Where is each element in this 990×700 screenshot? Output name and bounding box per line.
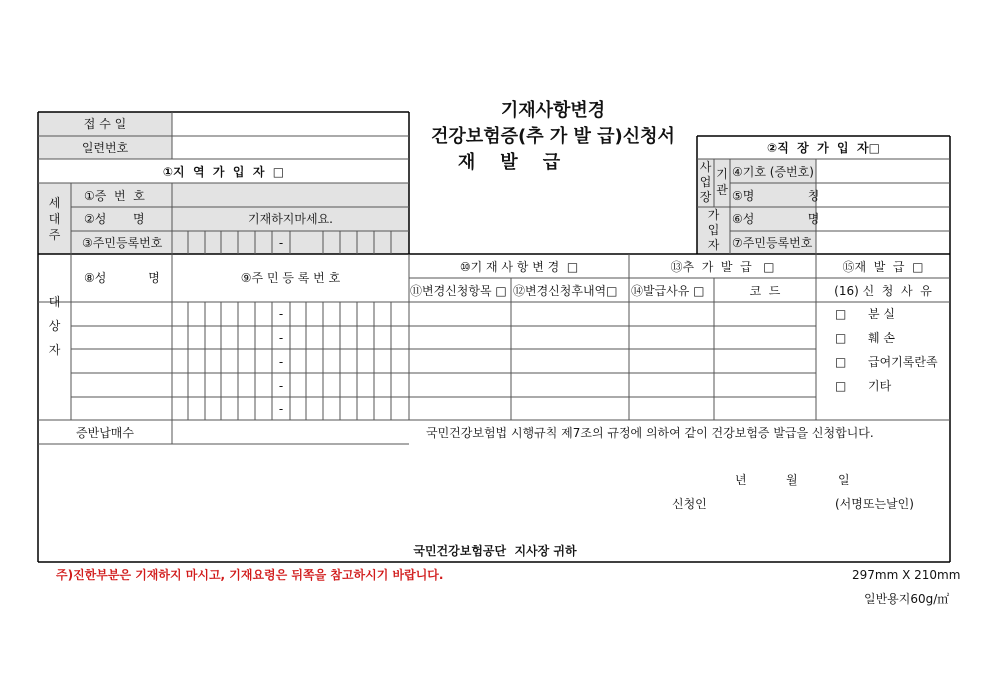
application-statement: 국민건강보험법 시행규칙 제7조의 규정에 의하여 같이 건강보험증 발급을 신청합니다. — [426, 426, 874, 440]
date-year-label: 년 — [735, 473, 747, 487]
copies-label: 증반납매수 — [76, 426, 134, 440]
target-name-header: ⑧성 명 — [84, 271, 160, 285]
reason-other-checkbox[interactable]: □ — [835, 379, 847, 393]
regional-header[interactable]: ①지 역 가 입 자 □ — [162, 165, 285, 179]
workplace-rrn-label: ⑦주민등록번호 — [732, 236, 813, 250]
workplace-name-field[interactable] — [817, 208, 949, 230]
change-header[interactable]: ⑩기 재 사 항 변 경 □ — [459, 260, 579, 274]
rrn-dash: - — [278, 379, 284, 393]
targets-label: 대 상 자 — [48, 295, 61, 357]
rrn-dash: - — [278, 331, 284, 345]
card-no-field[interactable] — [173, 184, 408, 206]
addressee: 국민건강보험공단 지사장 귀하 — [413, 544, 577, 558]
rrn-dash: - — [278, 355, 284, 369]
serial-no-label: 일련번호 — [81, 141, 129, 155]
workplace-header[interactable]: ②직 장 가 입 자□ — [767, 141, 880, 155]
regional-name-label: ②성 명 — [84, 212, 145, 226]
reason-lost-label: 분 실 — [868, 307, 895, 321]
change-after-header[interactable]: ⑫변경신청후내역□ — [513, 284, 618, 298]
subscriber-label: 가 입 자 — [707, 208, 720, 252]
card-no-label: ①증 번 호 — [84, 189, 145, 203]
workplace-rrn-field[interactable] — [817, 232, 949, 253]
reason-damaged-label: 훼 손 — [868, 331, 895, 345]
extra-issue-header[interactable]: ⑬추 가 발 급 □ — [670, 260, 775, 274]
issue-reason-header[interactable]: ⑭발급사유 □ — [631, 284, 705, 298]
reissue-reason-header: (16) 신 청 사 유 — [834, 284, 932, 298]
date-month-label: 월 — [786, 473, 798, 487]
regional-rrn-label: ③주민등록번호 — [82, 236, 163, 250]
symbol-field[interactable] — [817, 160, 949, 182]
paper-size: 297mm X 210mm — [852, 568, 961, 582]
household-label: 세 대 주 — [48, 196, 61, 242]
signature-label: (서명또는날인) — [835, 497, 914, 511]
code-header: 코 드 — [749, 284, 781, 298]
reissue-header[interactable]: ⑮재 발 급 □ — [842, 260, 924, 274]
reason-record-full-label: 급여기록란족 — [868, 355, 938, 369]
serial-no-field[interactable] — [173, 137, 408, 158]
receipt-date-label: 접 수 일 — [83, 117, 127, 131]
workplace-name-label: ⑥성 명 — [732, 212, 820, 226]
regional-rrn-dash: - — [278, 236, 284, 250]
footer-note: 주)진한부분은 기재하지 마시고, 기재요령은 뒤쪽을 참고하시기 바랍니다. — [56, 568, 444, 582]
date-day-label: 일 — [838, 473, 850, 487]
regional-notice: 기재하지마세요. — [248, 212, 333, 226]
agency-label: 기 관 — [716, 167, 728, 197]
change-item-header[interactable]: ⑪변경신청항목 □ — [410, 284, 507, 298]
rrn-dash: - — [278, 307, 284, 321]
business-label: 사 업 장 — [699, 160, 712, 204]
paper-weight: 일반용지60g/㎡ — [864, 592, 950, 606]
target-rrn-header: ⑨주 민 등 록 번 호 — [240, 271, 341, 285]
reason-damaged-checkbox[interactable]: □ — [835, 331, 847, 345]
applicant-label: 신청인 — [672, 497, 707, 511]
reason-record-full-checkbox[interactable]: □ — [835, 355, 847, 369]
company-name-field[interactable] — [817, 184, 949, 206]
form-title-line1: 기재사항변경 — [500, 100, 606, 121]
rrn-dash: - — [278, 402, 284, 416]
reason-lost-checkbox[interactable]: □ — [835, 307, 847, 321]
copies-field[interactable] — [173, 421, 408, 443]
form-title-line3: 재 발 급 — [457, 152, 561, 173]
form-title-line2: 건강보험증(추 가 발 급)신청서 — [431, 126, 675, 147]
company-name-label: ⑤명 칭 — [732, 189, 820, 203]
symbol-label: ④기호 (증번호) — [732, 165, 814, 179]
reason-other-label: 기타 — [868, 379, 892, 393]
receipt-date-field[interactable] — [173, 113, 408, 135]
